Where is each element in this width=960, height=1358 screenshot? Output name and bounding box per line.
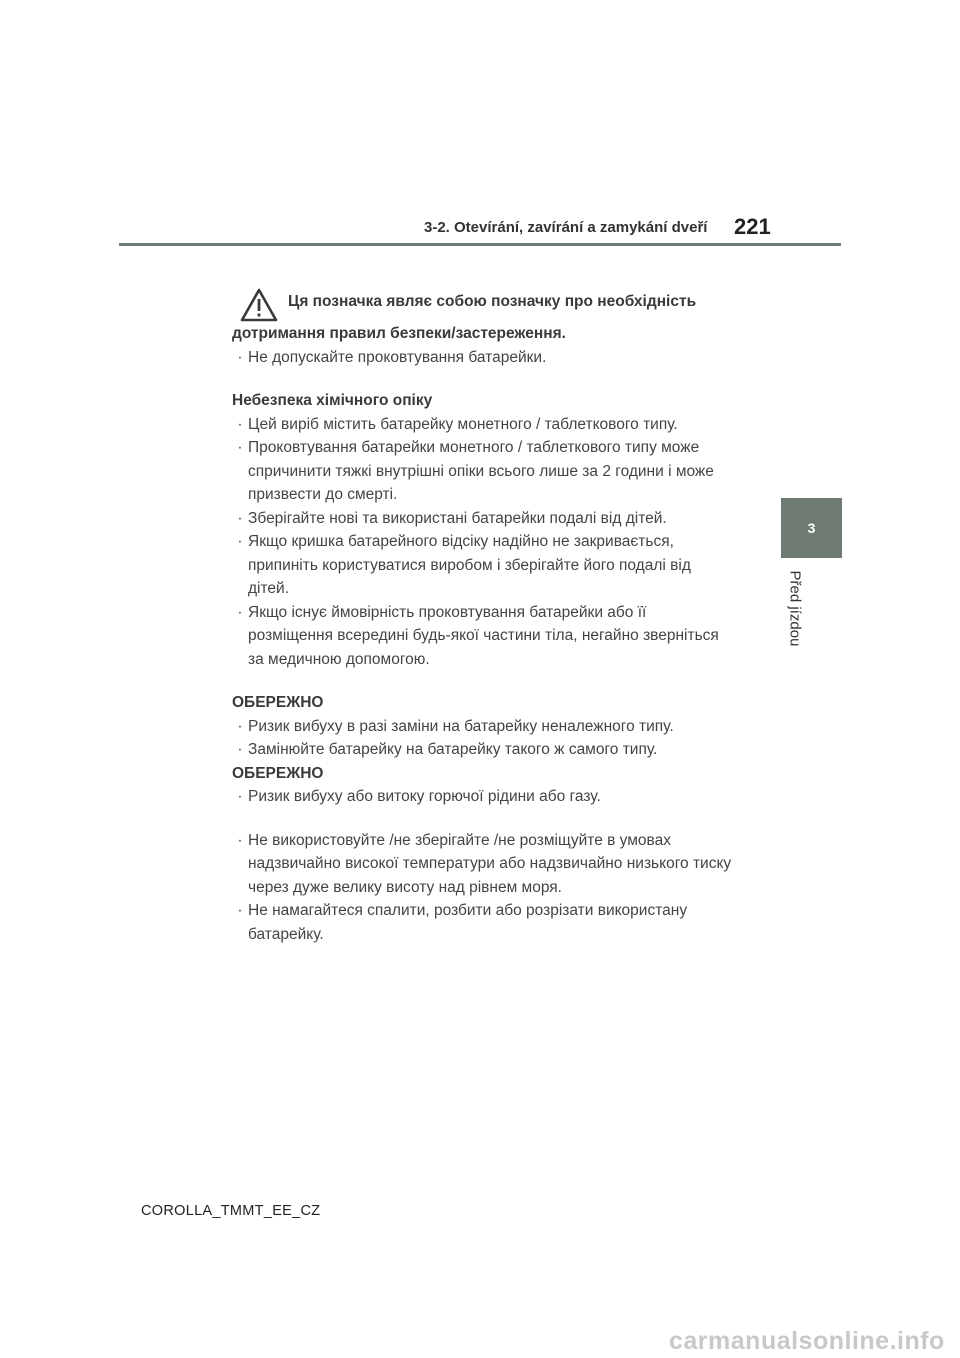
- section-title: 3-2. Otevírání, zavírání a zamykání dveří: [424, 219, 708, 236]
- list-item: [232, 715, 732, 739]
- bullet: ·: [237, 831, 243, 849]
- chapter-tab: [781, 498, 842, 558]
- list-item-text: Замінюйте батарейку на батарейку такого ж самого типу.: [248, 741, 658, 758]
- list-item: [232, 346, 732, 370]
- watermark: carmanualsonline.info: [669, 1327, 945, 1355]
- list-item-text: Ризик вибуху в разі заміни на батарейку неналежного типу.: [248, 717, 674, 735]
- warning-notice: [232, 288, 732, 346]
- list-item-text: Не намагайтеся спалити, розбити або розрізати використану батарейку.: [248, 902, 688, 943]
- footer-model-code: COROLLA_TMMT_EE_CZ: [141, 1203, 321, 1219]
- warning-head-line1: Ця позначка являє собою позначку про необхідність: [288, 293, 697, 310]
- list-item: [232, 530, 732, 601]
- list-item-text: Не допускайте проковтування батарейки.: [248, 348, 547, 366]
- bullet: ·: [237, 415, 243, 433]
- list-item-text: Якщо існує ймовірність проковтування батарейки або її розміщення всередині будь-якої частини тіла, негайно зверніться за медичною допомогою.: [248, 603, 719, 668]
- list-item-text: Зберігайте нові та використані батарейки подалі від дітей.: [248, 509, 667, 527]
- bullet: ·: [237, 741, 243, 758]
- list-item: [232, 899, 732, 946]
- list-item-text: Ризик вибуху або витоку горючої рідини або газу.: [248, 788, 601, 805]
- list-item: [232, 601, 732, 672]
- bullet: ·: [237, 439, 243, 456]
- list-item: [232, 436, 732, 507]
- list-item: [232, 829, 732, 900]
- bullet: ·: [237, 902, 243, 919]
- bullet: ·: [237, 717, 243, 735]
- header-divider: [119, 243, 841, 246]
- list-item-text: Цей виріб містить батарейку монетного / таблеткового типу.: [248, 415, 678, 433]
- bullet: ·: [237, 603, 243, 621]
- bullet: ·: [237, 788, 243, 805]
- chapter-side-label: [780, 565, 810, 651]
- chemical-burn-heading: Небезпека хімічного опіку: [232, 392, 433, 409]
- list-item-text: Проковтування батарейки монетного / таблеткового типу може спричинити тяжкі внутрішні опіки всього лише за 2 години і може призвести до смерті.: [248, 439, 714, 503]
- page-number: 221: [734, 214, 771, 239]
- main-content: [232, 288, 732, 946]
- bullet: ·: [237, 509, 243, 527]
- list-item: [232, 413, 732, 437]
- list-item-text: Якщо кришка батарейного відсіку надійно не закривається, припиніть користуватися виробом і зберігайте його подалі від дітей.: [248, 533, 691, 597]
- caution-heading: ОБЕРЕЖНО: [232, 694, 324, 711]
- warning-head-line2: дотримання правил безпеки/застереження.: [232, 325, 566, 342]
- list-item-text: Не використовуйте /не зберігайте /не розміщуйте в умовах надзвичайно високої температури або надзвичайно низького тиску через дуже велику висоту над рівнем моря.: [248, 831, 732, 896]
- chapter-number: 3: [807, 520, 816, 536]
- bullet: ·: [237, 348, 243, 366]
- list-item: [232, 785, 732, 809]
- caution-heading: ОБЕРЕЖНО: [232, 764, 324, 782]
- chapter-title: Před jízdou: [786, 570, 804, 646]
- list-item: [232, 507, 732, 531]
- bullet: ·: [237, 533, 243, 550]
- list-item: [232, 738, 732, 762]
- warning-triangle-icon: [240, 288, 278, 322]
